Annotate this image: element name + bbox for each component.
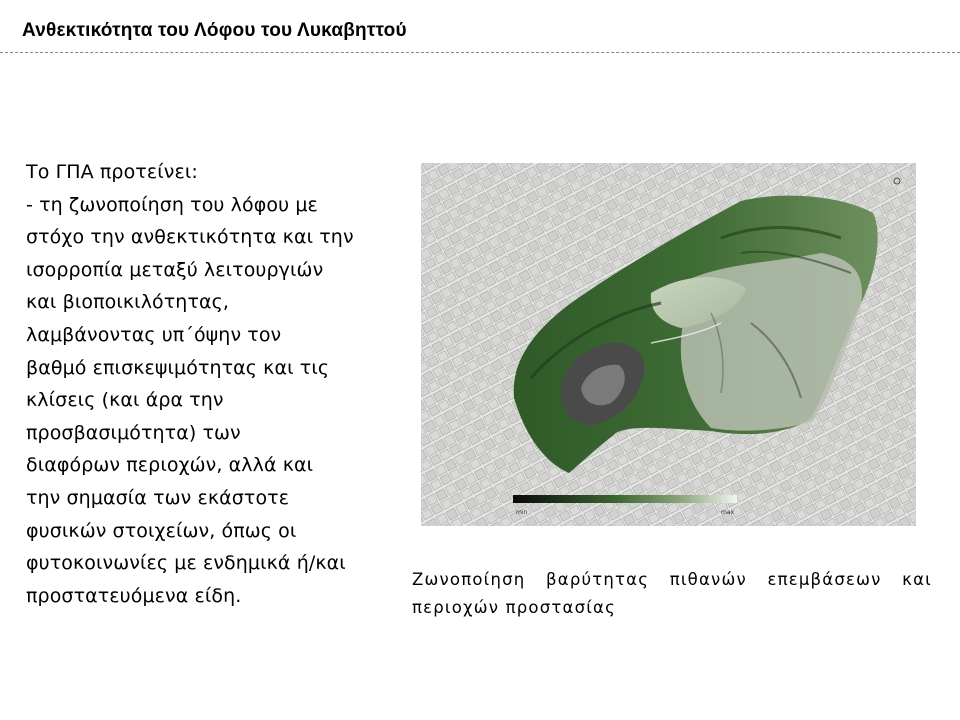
body-line: προστατευόμενα είδη.: [26, 584, 242, 607]
legend-min: min: [516, 509, 528, 516]
slide-title: Ανθεκτικότητα του Λόφου του Λυκαβηττού: [22, 20, 407, 41]
body-line: προσβασιμότητα) των: [26, 421, 241, 444]
body-line: Το ΓΠΑ προτείνει:: [26, 161, 198, 183]
legend-max: max: [721, 509, 735, 516]
body-line: διαφόρων περιοχών, αλλά και: [26, 454, 314, 477]
body-line: την σημασία των εκάστοτε: [26, 486, 290, 509]
caption-line-1: [412, 566, 932, 594]
caption-word: επεμβάσεων: [767, 570, 882, 589]
body-line: βαθμό επισκεψιμότητας και τις: [26, 356, 330, 379]
title-divider: [0, 52, 960, 53]
legend-bar: [513, 495, 737, 503]
caption-word: και: [902, 570, 932, 589]
map-caption: [412, 566, 932, 622]
body-line: κλίσεις (και άρα την: [26, 389, 224, 412]
zoning-map: [421, 163, 916, 526]
body-line: στόχο την ανθεκτικότητα και την: [26, 226, 354, 249]
zoning-map-image: [421, 163, 916, 526]
body-line: - τη ζωνοποίηση του λόφου με: [26, 193, 318, 216]
caption-word: πιθανών: [669, 570, 747, 589]
body-line: φυσικών στοιχείων, όπως οι: [26, 519, 297, 542]
caption-word: Ζωνοποίηση: [412, 570, 526, 589]
body-line: λαμβάνοντας υπ΄όψην τον: [26, 323, 282, 346]
caption-word: βαρύτητας: [546, 570, 650, 589]
body-line: φυτοκοινωνίες με ενδημικά ή/και: [26, 552, 346, 575]
caption-line-2: περιοχών προστασίας: [412, 598, 616, 617]
body-line: ισορροπία μεταξύ λειτουργιών: [26, 258, 324, 281]
body-text: [26, 156, 396, 612]
body-line: και βιοποικιλότητας,: [26, 291, 229, 314]
